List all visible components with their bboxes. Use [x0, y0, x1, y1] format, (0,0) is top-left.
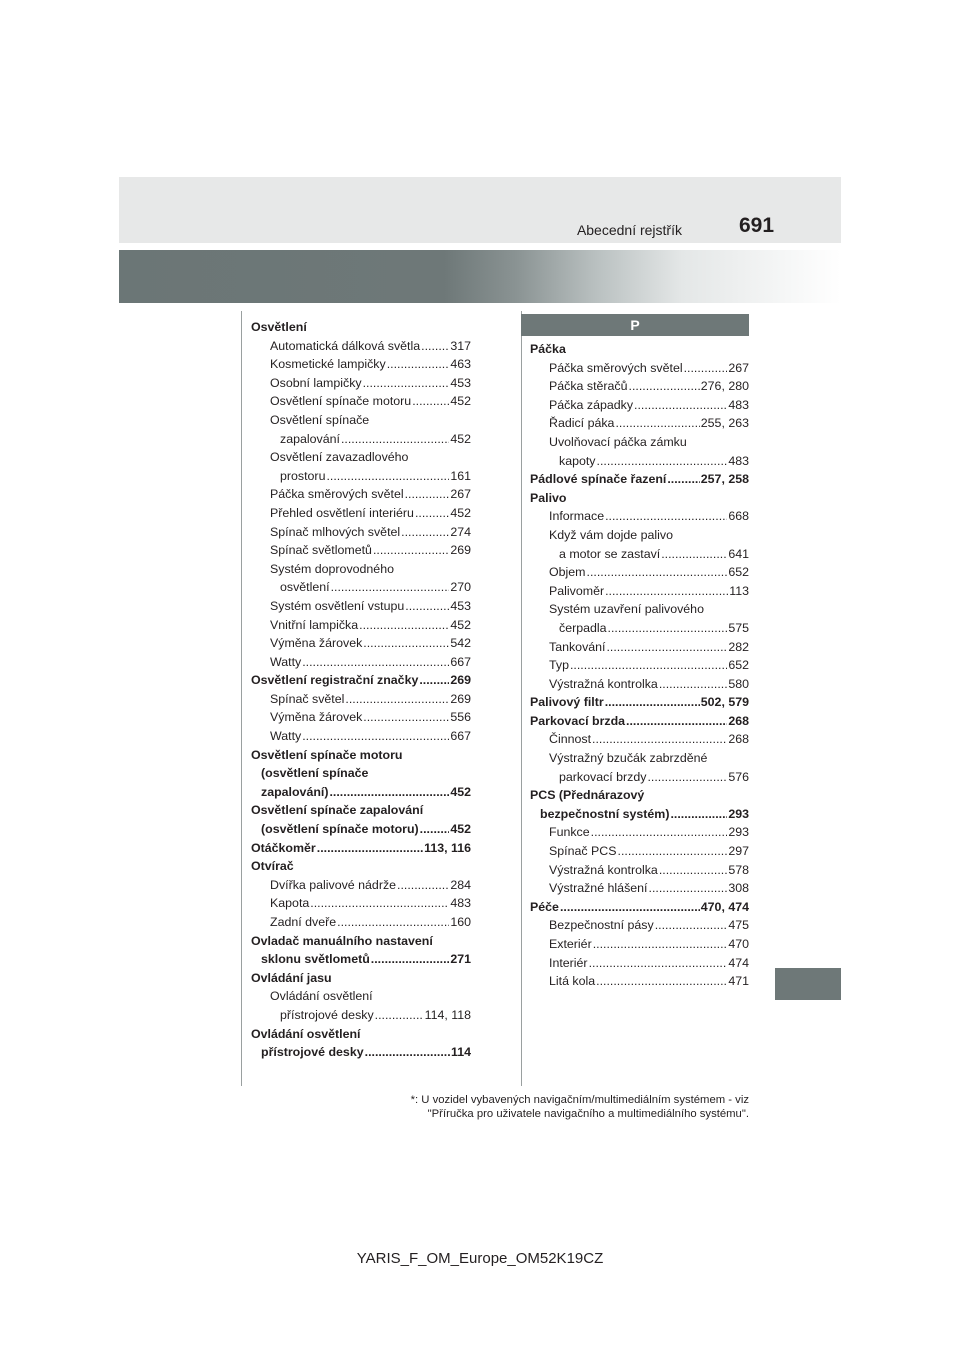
index-entry-page: 575	[728, 620, 749, 635]
index-entry	[251, 764, 471, 783]
index-entry-term: Osvětlení spínače motoru	[270, 394, 412, 409]
index-entry-term: Automatická dálková světla	[270, 338, 421, 353]
index-entry-term: Osobní lampičky	[270, 375, 362, 390]
dot-leader	[345, 690, 449, 709]
index-entry-term: Systém uzavření palivového	[549, 602, 704, 617]
index-entry	[251, 839, 471, 858]
index-entry-page: 271	[450, 952, 471, 967]
index-entry	[530, 879, 749, 898]
index-entry-term: Výměna žárovek	[270, 636, 363, 651]
index-entry	[530, 507, 749, 526]
index-entry-page: 268	[728, 732, 749, 747]
index-entry	[530, 693, 749, 712]
index-entry	[251, 374, 471, 393]
index-entry-term: Výměna žárovek	[270, 710, 363, 725]
index-entry-term: Systém osvětlení vstupu	[270, 598, 405, 613]
dot-leader	[684, 359, 728, 378]
index-entry-term: zapalování	[280, 431, 340, 446]
index-entry-term: Kosmetické lampičky	[270, 357, 386, 372]
index-entry-page: 474	[728, 955, 749, 970]
index-entry-page: 483	[450, 896, 471, 911]
dot-leader	[412, 392, 449, 411]
index-entry-term: prostoru	[280, 468, 326, 483]
dot-leader	[337, 913, 449, 932]
index-entry-term: sklonu světlometů	[261, 952, 370, 967]
index-entry	[530, 730, 749, 749]
index-entry-term: (osvětlení spínače motoru)	[261, 822, 419, 837]
index-entry-term: Watty	[270, 729, 302, 744]
index-entry-term: Osvětlení spínače motoru	[251, 747, 403, 762]
index-entry	[251, 467, 471, 486]
dot-leader	[570, 656, 727, 675]
index-entry	[251, 523, 471, 542]
index-entry	[530, 898, 749, 917]
index-entry-term: Zadní dveře	[270, 915, 337, 929]
dot-leader	[655, 916, 728, 935]
index-entry-page: 668	[728, 509, 749, 524]
dot-leader	[387, 355, 450, 374]
index-entry	[530, 656, 749, 675]
index-entry-page: 453	[450, 598, 471, 613]
index-entry-page: 578	[728, 862, 749, 877]
dot-leader	[605, 582, 728, 601]
dot-leader	[647, 768, 727, 787]
index-entry-term: Palivoměr	[549, 583, 605, 598]
index-entry	[530, 563, 749, 582]
index-entry-term: Parkovací brzda	[530, 713, 626, 728]
index-entry	[530, 675, 749, 694]
index-entry	[251, 783, 471, 802]
index-entry-term: Palivo	[530, 490, 567, 505]
dot-leader	[302, 653, 449, 672]
index-entry-term: Typ	[549, 658, 569, 673]
index-entry-term: Páčka stěračů	[549, 379, 628, 394]
index-entry	[530, 396, 749, 415]
index-entry-term: Funkce	[549, 825, 590, 840]
index-entry	[530, 805, 749, 824]
index-entry	[251, 671, 471, 690]
footnote-line-2: "Příručka pro uživatele navigačního a multimediálního systému".	[427, 1108, 749, 1120]
index-entry-page: 452	[450, 431, 471, 446]
index-entry-term: Dvířka palivové nádrže	[270, 877, 397, 892]
index-entry-term: Přehled osvětlení interiéru	[270, 505, 414, 520]
dot-leader	[326, 467, 449, 486]
dot-leader	[397, 876, 449, 895]
dot-leader	[597, 452, 728, 471]
index-entry-page: 268	[728, 713, 749, 728]
index-entry-term: a motor se zastaví	[559, 546, 661, 561]
index-entry-term: Spínač mlhových světel	[270, 524, 401, 539]
index-entry	[251, 337, 471, 356]
index-entry-term: Ovládání jasu	[251, 970, 332, 985]
index-entry-term: Výstražná kontrolka	[549, 862, 658, 877]
index-entry-page: 267	[450, 487, 471, 502]
index-entry-page: 317	[450, 338, 471, 353]
dot-leader	[359, 616, 449, 635]
index-entry	[251, 913, 471, 932]
index-entry-term: přístrojové desky	[280, 1007, 374, 1022]
dot-leader	[649, 879, 728, 898]
index-entry-page: 542	[450, 636, 471, 651]
index-entry-page: 284	[450, 877, 471, 892]
index-entry-term: Osvětlení spínače zapalování	[251, 803, 424, 818]
dot-leader	[310, 894, 449, 913]
dot-leader	[608, 619, 728, 638]
dot-leader	[419, 671, 449, 690]
index-entry-page: 667	[450, 654, 471, 669]
dot-leader	[670, 805, 727, 824]
index-entry	[530, 377, 749, 396]
dot-leader	[667, 470, 699, 489]
dot-leader	[629, 377, 700, 396]
index-entry-term: Vnitřní lampička	[270, 617, 359, 632]
index-entry-term: Litá kola	[549, 974, 596, 989]
index-column-left	[251, 318, 471, 1062]
dot-leader	[373, 541, 449, 560]
index-entry-page: 452	[450, 394, 471, 409]
index-entry-page: 452	[450, 505, 471, 520]
index-entry	[251, 597, 471, 616]
index-entry-term: Osvětlení registrační značky	[251, 673, 419, 688]
column-divider-middle	[521, 311, 522, 1086]
index-entry	[530, 935, 749, 954]
index-entry-page: 471	[728, 974, 749, 989]
index-entry-page: 255, 263	[700, 416, 749, 431]
dot-leader	[560, 898, 700, 917]
index-entry-term: Páčka	[530, 342, 566, 356]
index-entry-term: Když vám dojde palivo	[549, 527, 673, 542]
index-entry-page: 470, 474	[700, 899, 749, 914]
index-entry	[251, 746, 471, 765]
decorative-gradient-band	[119, 250, 841, 303]
index-entry-term: bezpečnostní systém)	[540, 806, 670, 821]
dot-leader	[375, 1006, 424, 1025]
header-band	[119, 177, 841, 243]
index-entry-term: Palivový filtr	[530, 695, 604, 710]
index-entry-page: 160	[450, 915, 471, 929]
dot-leader	[587, 563, 728, 582]
index-entry-page: 161	[450, 468, 471, 483]
index-entry-page: 282	[728, 639, 749, 654]
index-entry-term: Osvětlení zavazadlového	[270, 450, 409, 465]
index-entry-term: Kapota	[270, 896, 310, 911]
index-entry-term: (osvětlení spínače	[261, 766, 369, 781]
dot-leader	[405, 485, 450, 504]
index-entry-term: Interiér	[549, 955, 588, 970]
dot-leader	[331, 578, 450, 597]
index-entry-term: Tankování	[549, 639, 606, 654]
index-entry-page: 267	[728, 360, 749, 375]
index-entry-page: 502, 579	[700, 695, 749, 710]
index-entry	[251, 932, 471, 951]
index-entry	[251, 987, 471, 1006]
index-entry-term: Páčka západky	[549, 397, 634, 412]
index-entry	[251, 541, 471, 560]
dot-leader	[593, 935, 728, 954]
index-entry-term: Pádlové spínače řazení	[530, 472, 667, 487]
index-entry-term: Ovládání osvětlení	[270, 989, 373, 1004]
dot-leader	[363, 708, 449, 727]
dot-leader	[371, 950, 450, 969]
index-entry-page: 269	[450, 673, 471, 688]
index-entry	[530, 916, 749, 935]
index-entry	[251, 969, 471, 988]
index-entry-page: 276, 280	[700, 379, 749, 394]
index-entry	[251, 616, 471, 635]
document-footer-code: YARIS_F_OM_Europe_OM52K19CZ	[356, 1250, 604, 1267]
dot-leader	[302, 727, 449, 746]
index-entry	[251, 653, 471, 672]
index-entry	[251, 392, 471, 411]
index-entry-term: Péče	[530, 899, 559, 914]
index-entry-page: 483	[728, 397, 749, 412]
index-entry-page: 556	[450, 710, 471, 725]
index-entry	[530, 638, 749, 657]
dot-leader	[365, 1043, 450, 1062]
index-entry-page: 452	[450, 822, 471, 837]
index-entry-term: Činnost	[549, 732, 592, 747]
index-entry-term: Bezpečnostní pásy	[549, 918, 654, 933]
index-entry	[251, 560, 471, 579]
index-entry-term: Systém doprovodného	[270, 561, 394, 576]
index-entry	[530, 452, 749, 471]
index-entry-page: 453	[450, 375, 471, 390]
index-entry-page: 269	[450, 543, 471, 558]
index-entry	[251, 1043, 471, 1062]
index-entry-term: Výstražné hlášení	[549, 881, 648, 896]
index-entry	[530, 619, 749, 638]
index-entry-term: čerpadla	[559, 620, 607, 635]
index-entry-page: 475	[728, 918, 749, 933]
dot-leader	[606, 638, 727, 657]
index-entry	[530, 433, 749, 452]
index-entry	[251, 1006, 471, 1025]
index-entry-page: 274	[450, 524, 471, 539]
index-entry	[251, 690, 471, 709]
index-entry-page: 652	[728, 565, 749, 580]
dot-leader	[661, 545, 727, 564]
index-entry	[530, 582, 749, 601]
index-entry	[251, 504, 471, 523]
letter-section-header: P	[521, 314, 749, 336]
index-entry-page: 114	[451, 1045, 471, 1060]
index-entry-page: 269	[450, 691, 471, 706]
index-entry-term: kapoty	[559, 453, 596, 468]
index-entry-page: 463	[450, 357, 471, 372]
index-entry-term: Otvírač	[251, 859, 294, 874]
index-entry	[251, 950, 471, 969]
index-entry	[530, 972, 749, 991]
index-entry	[251, 708, 471, 727]
index-entry-term: Řadicí páka	[549, 416, 615, 431]
dot-leader	[605, 693, 700, 712]
index-entry	[530, 545, 749, 564]
index-entry	[530, 786, 749, 805]
index-entry	[251, 578, 471, 597]
dot-leader	[589, 954, 728, 973]
index-entry	[530, 861, 749, 880]
index-entry-page: 270	[450, 580, 471, 595]
index-entry-term: Ovládání osvětlení	[251, 1026, 361, 1041]
index-entry	[251, 355, 471, 374]
footnote	[329, 1093, 749, 1121]
index-entry-term: Uvolňovací páčka zámku	[549, 434, 687, 449]
index-entry-term: Osvětlení	[251, 320, 307, 334]
dot-leader	[591, 823, 728, 842]
dot-leader	[317, 839, 423, 858]
index-entry-page: 470	[728, 937, 749, 951]
column-divider-left	[241, 311, 242, 1086]
page-number: 691	[739, 214, 775, 237]
index-entry-page: 667	[450, 729, 471, 744]
index-entry	[251, 801, 471, 820]
index-entry-term: Watty	[270, 654, 302, 669]
index-entry	[530, 749, 749, 768]
dot-leader	[592, 730, 727, 749]
index-entry-page: 580	[728, 676, 749, 691]
index-entry-page: 114, 118	[424, 1007, 471, 1022]
index-entry	[251, 1025, 471, 1044]
index-entry	[530, 414, 749, 433]
dot-leader	[363, 634, 449, 653]
index-entry-term: osvětlení	[280, 580, 330, 595]
index-entry	[251, 448, 471, 467]
index-entry	[251, 820, 471, 839]
footnote-line-1: *: U vozidel vybavených navigačním/multimediálním systémem - viz	[410, 1094, 749, 1106]
index-entry-page: 641	[728, 546, 749, 561]
index-entry	[251, 430, 471, 449]
dot-leader	[329, 783, 449, 802]
index-entry	[530, 842, 749, 861]
index-entry	[251, 894, 471, 913]
index-entry	[530, 600, 749, 619]
index-entry-term: Výstražný bzučák zabrzděné	[549, 751, 708, 766]
dot-leader	[605, 507, 727, 526]
index-entry-term: Osvětlení spínače	[270, 412, 370, 427]
index-entry	[251, 727, 471, 746]
index-entry	[251, 634, 471, 653]
dot-leader	[659, 675, 728, 694]
index-entry-page: 113, 116	[424, 840, 471, 855]
index-entry-term: Otáčkoměr	[251, 840, 316, 855]
dot-leader	[634, 396, 727, 415]
index-entry-term: Ovladač manuálního nastavení	[251, 933, 433, 948]
index-entry-term: PCS (Přednárazový	[530, 788, 645, 803]
dot-leader	[596, 972, 727, 991]
index-entry	[530, 340, 749, 359]
index-entry-term: Výstražná kontrolka	[549, 676, 658, 691]
index-entry	[530, 489, 749, 508]
index-entry-page: 297	[728, 844, 749, 859]
dot-leader	[415, 504, 449, 523]
index-entry	[530, 712, 749, 731]
index-entry-page: 257, 258	[700, 472, 749, 487]
section-title: Abecední rejstřík	[576, 222, 682, 238]
index-column-right	[530, 340, 749, 991]
dot-leader	[363, 374, 450, 393]
dot-leader	[421, 337, 449, 356]
index-entry	[251, 318, 471, 337]
dot-leader	[615, 414, 699, 433]
index-entry-page: 113	[729, 583, 749, 598]
dot-leader	[420, 820, 450, 839]
index-entry	[251, 485, 471, 504]
index-entry	[251, 857, 471, 876]
index-entry	[530, 954, 749, 973]
index-entry-term: Objem	[549, 565, 586, 580]
index-entry-term: Spínač světel	[270, 691, 345, 706]
dot-leader	[659, 861, 728, 880]
index-entry-page: 576	[728, 769, 749, 784]
index-entry-term: Informace	[549, 509, 605, 524]
dot-leader	[401, 523, 449, 542]
chapter-thumb-tab	[775, 968, 841, 1000]
index-entry-page: 293	[728, 825, 749, 840]
index-entry-term: zapalování)	[261, 784, 329, 799]
index-entry	[530, 359, 749, 378]
index-entry	[530, 470, 749, 489]
index-entry-term: Spínač PCS	[549, 844, 617, 859]
index-entry-term: Spínač světlometů	[270, 543, 372, 558]
dot-leader	[405, 597, 449, 616]
dot-leader	[626, 712, 727, 731]
index-entry-term: Exteriér	[549, 937, 592, 951]
dot-leader	[618, 842, 728, 861]
index-entry-page: 308	[728, 881, 749, 896]
index-entry	[530, 768, 749, 787]
index-entry	[530, 526, 749, 545]
index-entry-page: 652	[728, 658, 749, 673]
index-entry-term: Páčka směrových světel	[270, 487, 404, 502]
index-entry	[251, 876, 471, 895]
index-entry	[251, 411, 471, 430]
index-entry-term: přístrojové desky	[261, 1045, 364, 1060]
index-entry-page: 483	[728, 453, 749, 468]
index-entry-term: parkovací brzdy	[559, 769, 647, 784]
dot-leader	[341, 430, 449, 449]
index-entry	[530, 823, 749, 842]
index-entry-page: 452	[450, 617, 471, 632]
index-entry-page: 452	[450, 784, 471, 799]
index-entry-page: 293	[728, 806, 749, 821]
index-entry-term: Páčka směrových světel	[549, 360, 683, 375]
